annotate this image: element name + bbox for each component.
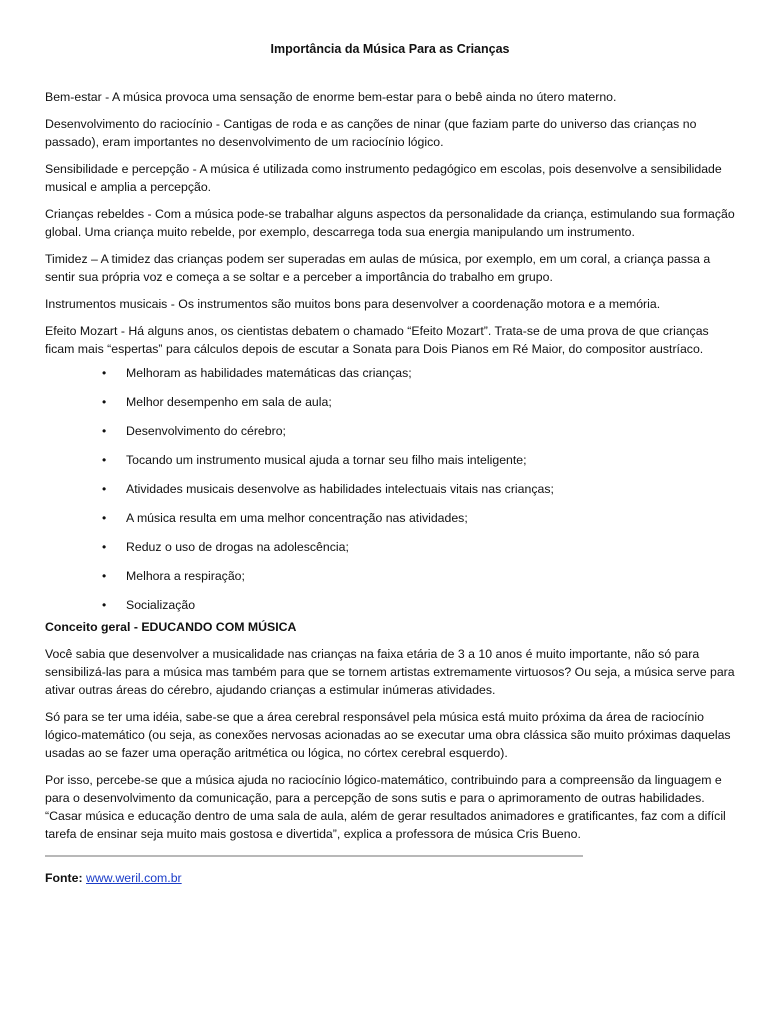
list-item	[102, 480, 740, 509]
list-item	[102, 422, 740, 451]
list-item-text: Melhoram as habilidades matemáticas das crianças;	[126, 366, 412, 380]
paragraph-area-cerebral: Só para se ter uma idéia, sabe-se que a área cerebral responsável pela música está muito próxima da área de raciocínio lógico-matemático (ou seja, as conexões nervosas acionadas ao se executar uma obra clássica são muito próximas daquelas usadas ao se fazer uma operação aritmética ou lógica, no córtex cerebral esquerdo).	[45, 710, 731, 760]
list-item-text: A música resulta em uma melhor concentração nas atividades;	[126, 511, 468, 525]
bullet-icon: •	[102, 395, 107, 409]
bullet-icon: •	[102, 511, 107, 525]
bullet-icon: •	[102, 569, 107, 583]
paragraph-bem-estar: Bem-estar - A música provoca uma sensação de enorme bem-estar para o bebê ainda no útero materno.	[45, 90, 617, 104]
source-line	[45, 869, 740, 887]
list-item	[102, 509, 740, 538]
bullet-icon: •	[102, 424, 107, 438]
bullet-icon: •	[102, 366, 107, 380]
paragraph-musicalidade: Você sabia que desenvolver a musicalidade nas crianças na faixa etária de 3 a 10 anos é muito importante, não só para sensibilizá-las para a música mas também para que se tornem artistas extremamente virtuosos? Ou seja, a música serve para ativar outras áreas do cérebro, ajudando crianças a estimular inúmeras atividades.	[45, 647, 735, 697]
paragraph-efeito-mozart: Efeito Mozart - Há alguns anos, os cientistas debatem o chamado “Efeito Mozart”. Trata-se de uma prova de que crianças ficam mais “espertas” para cálculos depois de escutar a Sonata para Dois Pianos em Ré Maior, do compositor austríaco.	[45, 324, 709, 356]
list-item-text: Reduz o uso de drogas na adolescência;	[126, 540, 349, 554]
paragraph-timidez: Timidez – A timidez das crianças podem ser superadas em aulas de música, por exemplo, em um coral, a criança passa a sentir sua própria voz e começa a se soltar e a perceber a importância do trabalho em grupo.	[45, 252, 711, 284]
list-item	[102, 567, 740, 596]
list-item-text: Socialização	[126, 598, 196, 612]
paragraph-instrumentos-musicais: Instrumentos musicais - Os instrumentos são muitos bons para desenvolver a coordenação motora e a memória.	[45, 297, 661, 311]
list-item-text: Melhora a respiração;	[126, 569, 245, 583]
bullet-icon: •	[102, 598, 107, 612]
bullet-icon: •	[102, 540, 107, 554]
source-label: Fonte:	[45, 871, 83, 885]
section-divider	[45, 855, 583, 857]
document-body	[45, 88, 740, 887]
bullet-icon: •	[102, 453, 107, 467]
section-heading-prefix: Conceito geral -	[45, 620, 142, 634]
list-item-text: Melhor desempenho em sala de aula;	[126, 395, 332, 409]
section-heading	[45, 618, 740, 636]
list-item	[102, 364, 740, 393]
page-title: Importância da Música Para as Crianças	[270, 42, 510, 56]
source-link[interactable]: www.weril.com.br	[86, 871, 182, 885]
list-item	[102, 538, 740, 567]
paragraph-sensibilidade-percepcao: Sensibilidade e percepção - A música é utilizada como instrumento pedagógico em escolas, pois desenvolve a sensibilidade musical e amplia a percepção.	[45, 162, 722, 194]
list-item	[102, 451, 740, 480]
paragraph-raciocinio-logico: Por isso, percebe-se que a música ajuda no raciocínio lógico-matemático, contribuindo para a compreensão da linguagem e para o desenvolvimento da comunicação, para a percepção de sons sutis e para o aprimoramento de outras habilidades. “Casar música e educação dentro de uma sala de aula, além de gerar resultados animadores e gratificantes, faz com a difícil tarefa de ensinar seja muito mais gostosa e divertida”, explica a professora de música Cris Bueno.	[45, 773, 726, 841]
section-heading-title: EDUCANDO COM MÚSICA	[141, 620, 297, 634]
list-item	[102, 393, 740, 422]
list-item-text: Atividades musicais desenvolve as habilidades intelectuais vitais nas crianças;	[126, 482, 554, 496]
paragraph-desenvolvimento-raciocinio: Desenvolvimento do raciocínio - Cantigas de roda e as canções de ninar (que faziam parte do universo das crianças no passado), eram importantes no desenvolvimento de um raciocínio lógico.	[45, 117, 697, 149]
paragraph-criancas-rebeldes: Crianças rebeldes - Com a música pode-se trabalhar alguns aspectos da personalidade da criança, estimulando sua formação global. Uma criança muito rebelde, por exemplo, descarrega toda sua energia manipulando um instrumento.	[45, 207, 735, 239]
list-item-text: Tocando um instrumento musical ajuda a tornar seu filho mais inteligente;	[126, 453, 527, 467]
list-item	[102, 596, 740, 618]
list-item-text: Desenvolvimento do cérebro;	[126, 424, 286, 438]
benefits-list	[45, 364, 740, 618]
bullet-icon: •	[102, 482, 107, 496]
